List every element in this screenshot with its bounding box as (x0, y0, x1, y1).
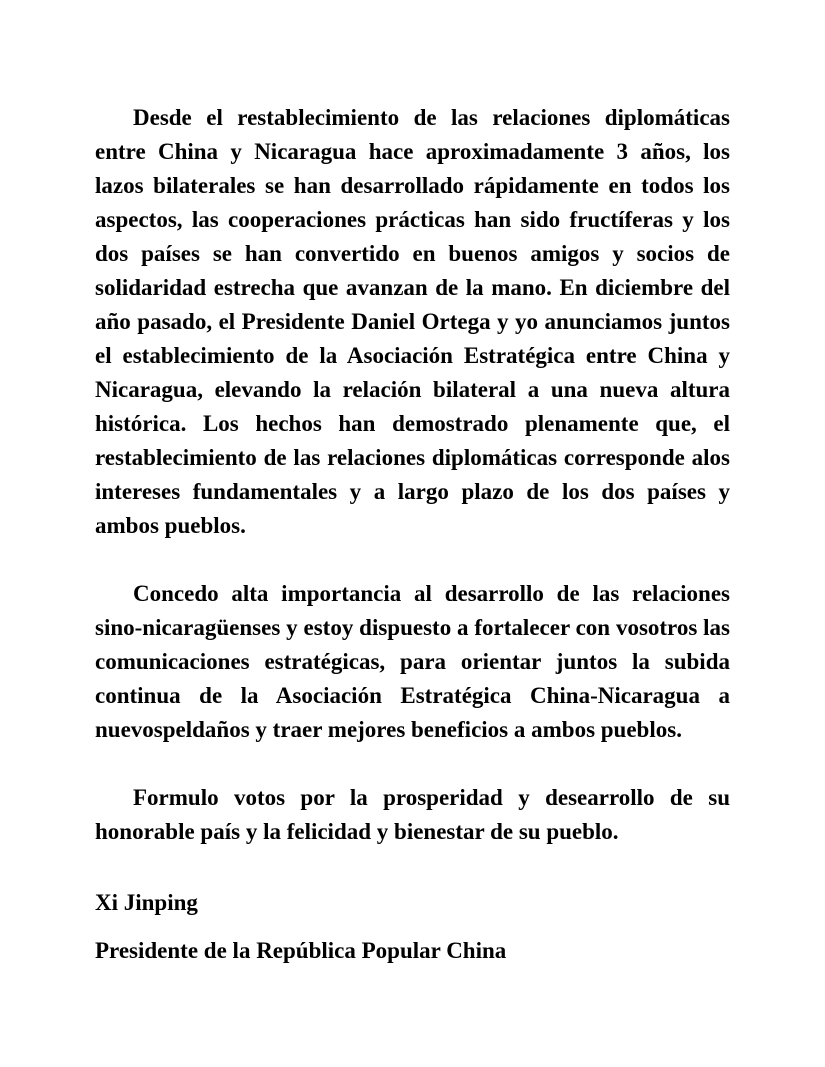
signature-title: Presidente de la República Popular China (95, 938, 507, 963)
paragraph-1: Desde el restablecimiento de las relaciones diplomáticas entre China y Nicaragua hace aproximadamente 3 años, los lazos bilaterales se han desarrollado rápidamente en todos los aspectos, las cooperaciones prácticas han sido fructíferas y los dos países se han convertido en buenos amigos y socios de solidaridad estrecha que avanzan de la mano. En diciembre del año pasado, el Presidente Daniel Ortega y yo anunciamos juntos el establecimiento de la Asociación Estratégica entre China y Nicaragua, elevando la relación bilateral a una nueva altura histórica. Los hechos han demostrado plenamente que, el restablecimiento de las relaciones diplomáticas corresponde alos intereses fundamentales y a largo plazo de los dos países y ambos pueblos. (95, 105, 730, 538)
signature-name: Xi Jinping (95, 890, 198, 915)
paragraph-3: Formulo votos por la prosperidad y desearrollo de su honorable país y la felicidad y bienestar de su pueblo. (95, 785, 730, 844)
letter-body (95, 101, 730, 971)
paragraph-2: Concedo alta importancia al desarrollo de las relaciones sino-nicaragüenses y estoy dispuesto a fortalecer con vosotros las comunicaciones estratégicas, para orientar juntos la subida continua de la Asociación Estratégica China-Nicaragua a nuevospeldaños y traer mejores beneficios a ambos pueblos. (95, 581, 730, 742)
signature-block (95, 883, 730, 971)
